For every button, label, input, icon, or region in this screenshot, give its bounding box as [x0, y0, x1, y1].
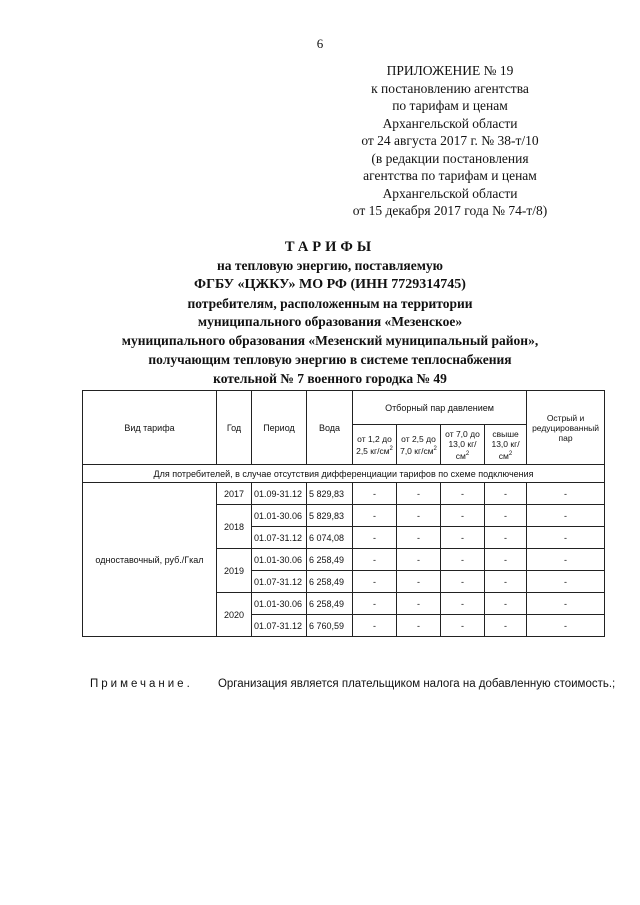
title-line: муниципального образования «Мезенское»: [197, 314, 463, 330]
title-line: котельной № 7 военного городка № 49: [213, 370, 447, 386]
note-text: Организация является плательщиком налога на добавленную стоимость.;: [217, 678, 616, 690]
appendix-line: (в редакции постановления: [371, 150, 529, 166]
period-cell: 01.01-30.06: [252, 593, 307, 615]
dash-cell: -: [353, 505, 397, 527]
period-cell: 01.01-30.06: [252, 505, 307, 527]
water-cell: 5 829,83: [307, 505, 353, 527]
appendix-line: от 24 августа 2017 г. № 38-т/10: [361, 133, 539, 148]
table-row: [83, 483, 605, 505]
header-steam-1: от 1,2 до 2,5 $кг/см^2$: [353, 425, 397, 465]
water-cell: 6 760,59: [307, 615, 353, 637]
dash-cell: -: [527, 505, 605, 527]
dash-cell: -: [397, 505, 441, 527]
section-title: Для потребителей, в случае отсутствия дифференциации тарифов по схеме подключения: [83, 465, 605, 483]
dash-cell: -: [397, 593, 441, 615]
dash-cell: -: [397, 549, 441, 571]
tariff-table: [82, 390, 605, 637]
appendix-line: агентства по тарифам и ценам: [363, 168, 537, 183]
title-main: ТАРИФЫ: [284, 239, 376, 255]
header-water: Вода: [307, 391, 353, 465]
dash-cell: -: [485, 571, 527, 593]
dash-cell: -: [353, 527, 397, 549]
dash-cell: -: [485, 483, 527, 505]
dash-cell: -: [353, 483, 397, 505]
title-line: на тепловую энергию, поставляемую: [217, 258, 443, 273]
water-cell: 6 258,49: [307, 593, 353, 615]
header-year: Год: [217, 391, 252, 465]
dash-cell: -: [441, 505, 485, 527]
period-cell: 01.01-30.06: [252, 549, 307, 571]
header-steam-4: свыше 13,0 $кг/см^2$: [485, 425, 527, 465]
dash-cell: -: [527, 527, 605, 549]
appendix-line: ПРИЛОЖЕНИЕ № 19: [386, 63, 514, 78]
water-cell: 6 258,49: [307, 571, 353, 593]
title-line: ФГБУ «ЦЖКУ» МО РФ (ИНН 7729314745): [194, 276, 466, 292]
title-line: муниципального образования «Мезенский муниципальный район»,: [121, 333, 539, 349]
header-period: Период: [252, 391, 307, 465]
dash-cell: -: [441, 571, 485, 593]
dash-cell: -: [441, 615, 485, 637]
appendix-header: [330, 62, 570, 220]
dash-cell: -: [441, 527, 485, 549]
dash-cell: -: [485, 593, 527, 615]
title-line: потребителям, расположенным на территории: [187, 295, 473, 311]
appendix-line: от 15 декабря 2017 года № 74-т/8): [352, 203, 548, 218]
water-cell: 6 258,49: [307, 549, 353, 571]
header-sharp-steam: Острый и редуцированный пар: [527, 391, 605, 465]
appendix-line: по тарифам и ценам: [392, 98, 508, 113]
year-cell: 2018: [217, 505, 252, 549]
dash-cell: -: [485, 527, 527, 549]
year-cell: 2019: [217, 549, 252, 593]
water-cell: 5 829,83: [307, 483, 353, 505]
tariff-name: одноставочный, руб./Гкал: [83, 483, 217, 637]
note-label: Примечание.: [90, 678, 193, 690]
dash-cell: -: [485, 549, 527, 571]
dash-cell: -: [527, 593, 605, 615]
appendix-line: Архангельской области: [382, 115, 518, 131]
dash-cell: -: [397, 483, 441, 505]
appendix-line: Архангельской области: [382, 185, 518, 201]
dash-cell: -: [353, 549, 397, 571]
dash-cell: -: [353, 571, 397, 593]
dash-cell: -: [441, 593, 485, 615]
dash-cell: -: [527, 571, 605, 593]
dash-cell: -: [527, 549, 605, 571]
dash-cell: -: [485, 615, 527, 637]
dash-cell: -: [353, 615, 397, 637]
appendix-line: к постановлению агентства: [371, 80, 529, 96]
year-cell: 2020: [217, 593, 252, 637]
dash-cell: -: [441, 549, 485, 571]
dash-cell: -: [527, 615, 605, 637]
dash-cell: -: [485, 505, 527, 527]
period-cell: 01.09-31.12: [252, 483, 307, 505]
document-title: [60, 238, 600, 389]
dash-cell: -: [527, 483, 605, 505]
page-number: 6: [316, 36, 324, 51]
dash-cell: -: [353, 593, 397, 615]
dash-cell: -: [397, 571, 441, 593]
water-cell: 6 074,08: [307, 527, 353, 549]
period-cell: 01.07-31.12: [252, 615, 307, 637]
header-steam-2: от 2,5 до 7,0 $кг/см^2$: [397, 425, 441, 465]
year-cell: 2017: [217, 483, 252, 505]
period-cell: 01.07-31.12: [252, 527, 307, 549]
dash-cell: -: [397, 527, 441, 549]
header-steam-group: Отборный пар давлением: [353, 391, 527, 425]
note: [90, 678, 615, 690]
title-line: получающим тепловую энергию в системе теплоснабжения: [148, 351, 512, 367]
header-steam-3: от 7,0 до 13,0 $кг/см^2$: [441, 425, 485, 465]
dash-cell: -: [441, 483, 485, 505]
period-cell: 01.07-31.12: [252, 571, 307, 593]
dash-cell: -: [397, 615, 441, 637]
header-tariff-type: Вид тарифа: [83, 391, 217, 465]
